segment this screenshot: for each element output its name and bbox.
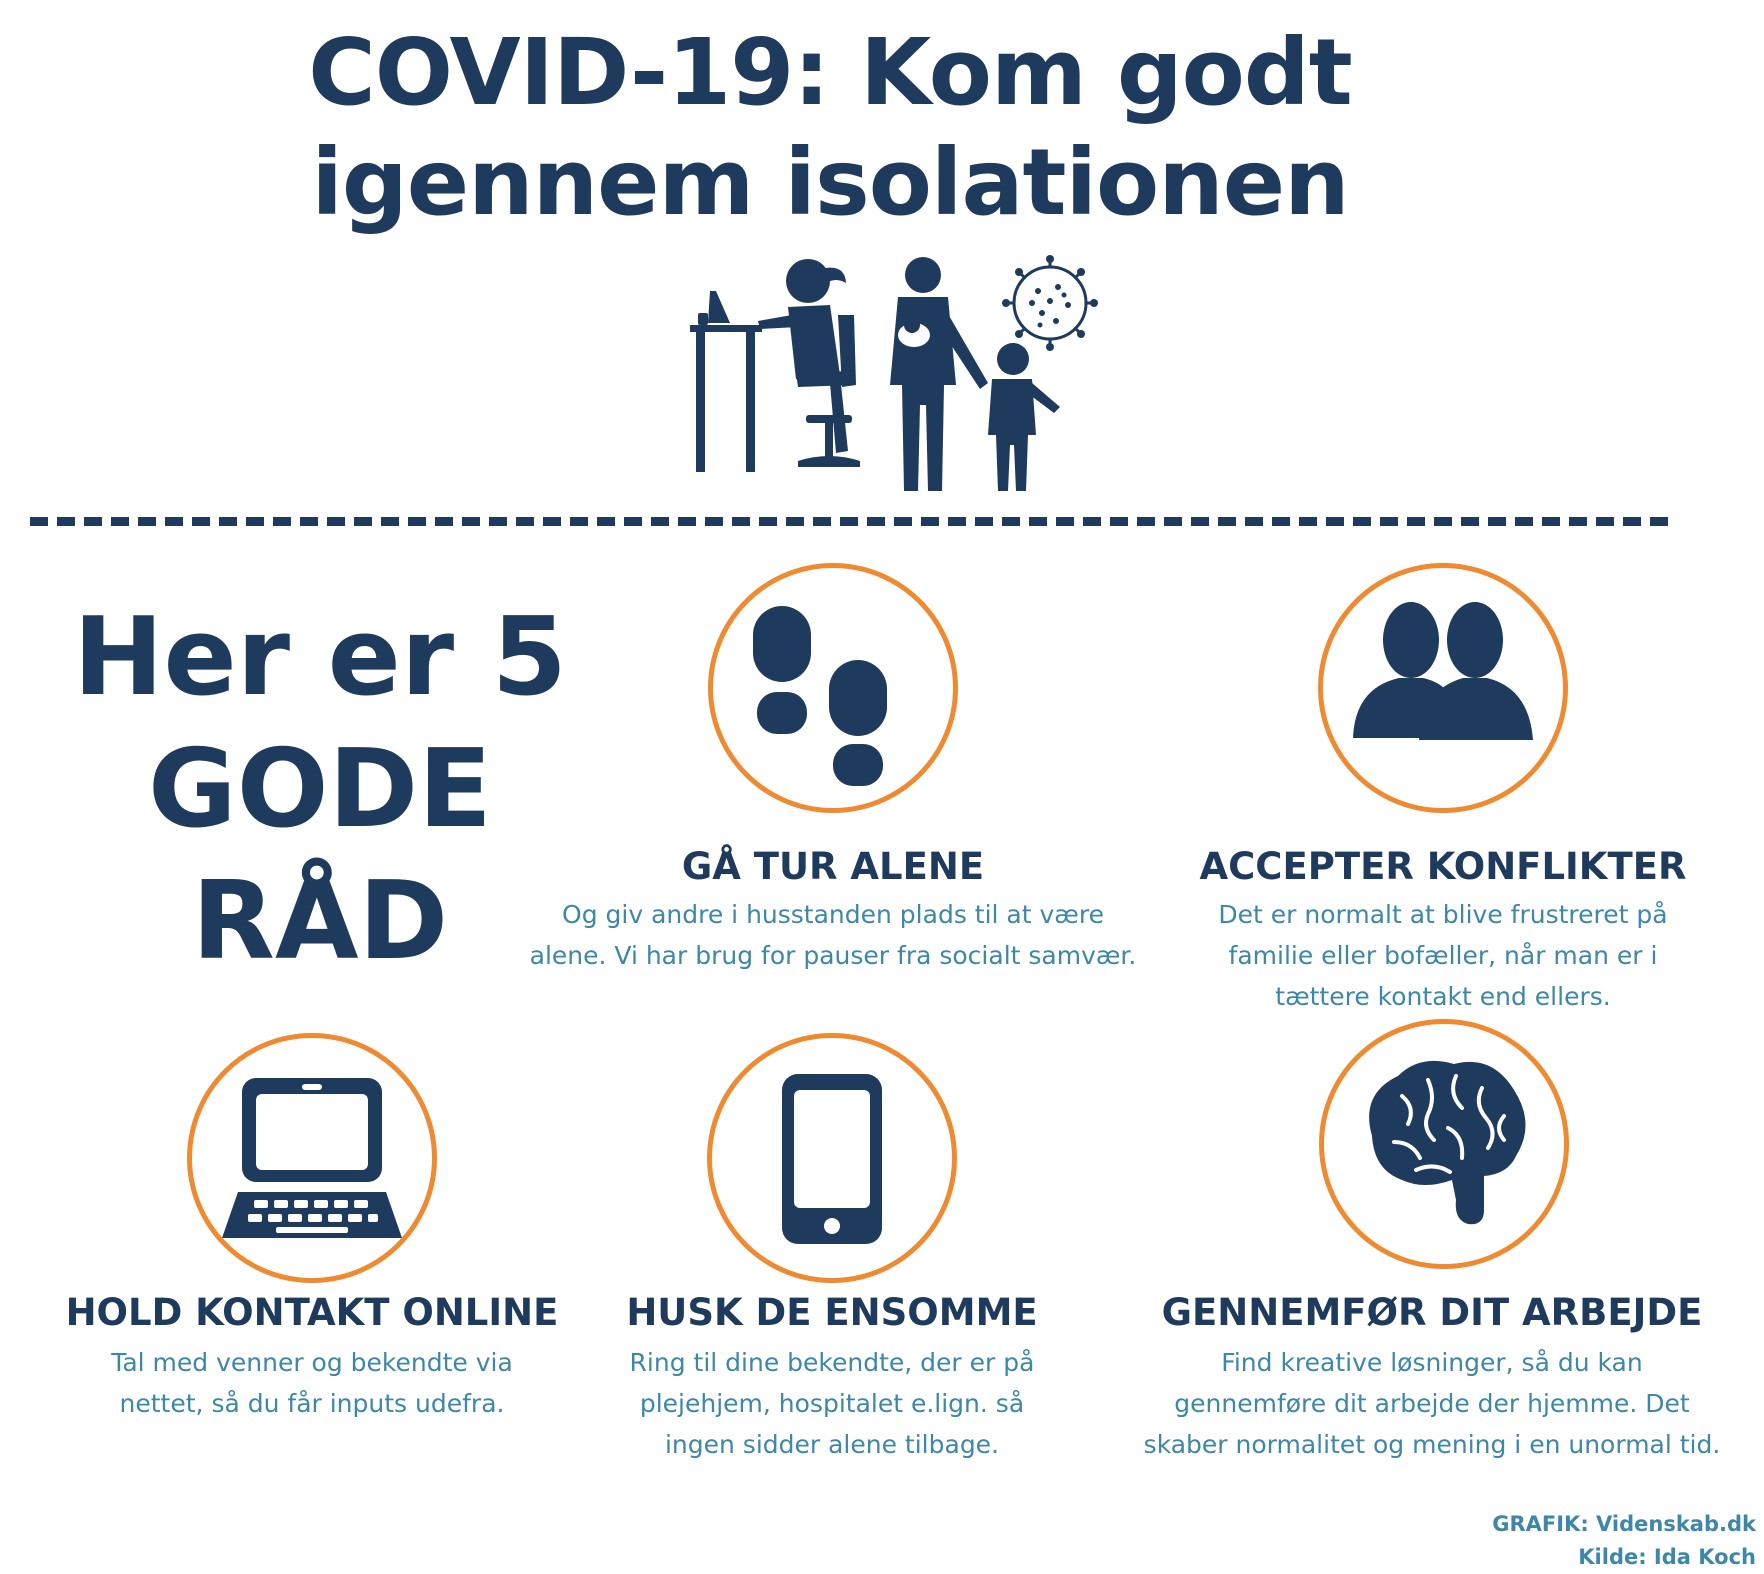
tip-5-line-2: gennemføre dit arbejde der hjemme. Det xyxy=(1174,1389,1690,1418)
tip-4-line-1: Ring til dine bekendte, der er på xyxy=(629,1348,1035,1377)
title-line-1: COVID-19: Kom godt xyxy=(308,19,1352,126)
title-line-2: igennem isolationen xyxy=(311,129,1349,236)
isolation-illustration xyxy=(680,255,1140,495)
tip-2-icon-ring xyxy=(1318,563,1568,813)
tip-4-text xyxy=(532,1342,1132,1465)
tip-4-line-2: plejehjem, hospitalet e.lign. så xyxy=(639,1389,1025,1418)
tip-1-icon-ring xyxy=(708,563,958,813)
brain-icon xyxy=(1324,1024,1564,1264)
tip-1-line-1: Og giv andre i husstanden plads til at være xyxy=(562,900,1104,929)
virus-icon xyxy=(1002,255,1098,351)
headline-line-2: GODE xyxy=(148,727,492,852)
two-people-icon xyxy=(1323,568,1563,808)
tip-4-title: HUSK DE ENSOMME xyxy=(626,1291,1038,1334)
tip-5-icon-ring xyxy=(1319,1019,1569,1269)
tip-1-text xyxy=(493,894,1173,976)
smartphone-icon xyxy=(712,1038,952,1278)
laptop-icon xyxy=(192,1038,432,1278)
tip-2-text xyxy=(1103,894,1764,1017)
footprints-icon xyxy=(713,568,953,808)
credit xyxy=(1492,1508,1756,1574)
credit-source: Kilde: Ida Koch xyxy=(1578,1545,1756,1569)
tip-4-line-3: ingen sidder alene tilbage. xyxy=(664,1430,1000,1459)
headline-line-1: Her er 5 xyxy=(73,595,567,720)
tip-2-line-3: tættere kontakt end ellers. xyxy=(1275,982,1611,1011)
tip-5-text xyxy=(1102,1342,1762,1465)
tip-5-title: GENNEMFØR DIT ARBEJDE xyxy=(1161,1291,1703,1334)
page-title xyxy=(0,18,1660,238)
tip-1-line-2: alene. Vi har brug for pauser fra socialt samvær. xyxy=(529,941,1137,970)
tip-3-title: HOLD KONTAKT ONLINE xyxy=(65,1291,559,1334)
tip-3-icon-ring xyxy=(187,1033,437,1283)
adult-with-children-icon xyxy=(890,257,1060,491)
tip-2-line-2: familie eller bofæller, når man er i xyxy=(1228,941,1658,970)
tip-4-icon-ring xyxy=(707,1033,957,1283)
tip-1-title: GÅ TUR ALENE xyxy=(681,845,985,888)
tip-3-text xyxy=(12,1342,612,1424)
tip-3-line-2: nettet, så du får inputs udefra. xyxy=(119,1389,505,1418)
credit-graphic: GRAFIK: Videnskab.dk xyxy=(1492,1512,1756,1536)
tip-2-line-1: Det er normalt at blive frustreret på xyxy=(1218,900,1668,929)
dashed-divider xyxy=(30,517,1668,526)
tip-3-line-1: Tal med venner og bekendte via xyxy=(111,1348,513,1377)
tip-5-line-1: Find kreative løsninger, så du kan xyxy=(1221,1348,1643,1377)
headline-line-3: RÅD xyxy=(191,859,449,984)
tip-2-title: ACCEPTER KONFLIKTER xyxy=(1199,845,1687,888)
woman-at-desk-icon xyxy=(690,259,860,472)
tip-5-line-3: skaber normalitet og mening i en unormal tid. xyxy=(1143,1430,1721,1459)
